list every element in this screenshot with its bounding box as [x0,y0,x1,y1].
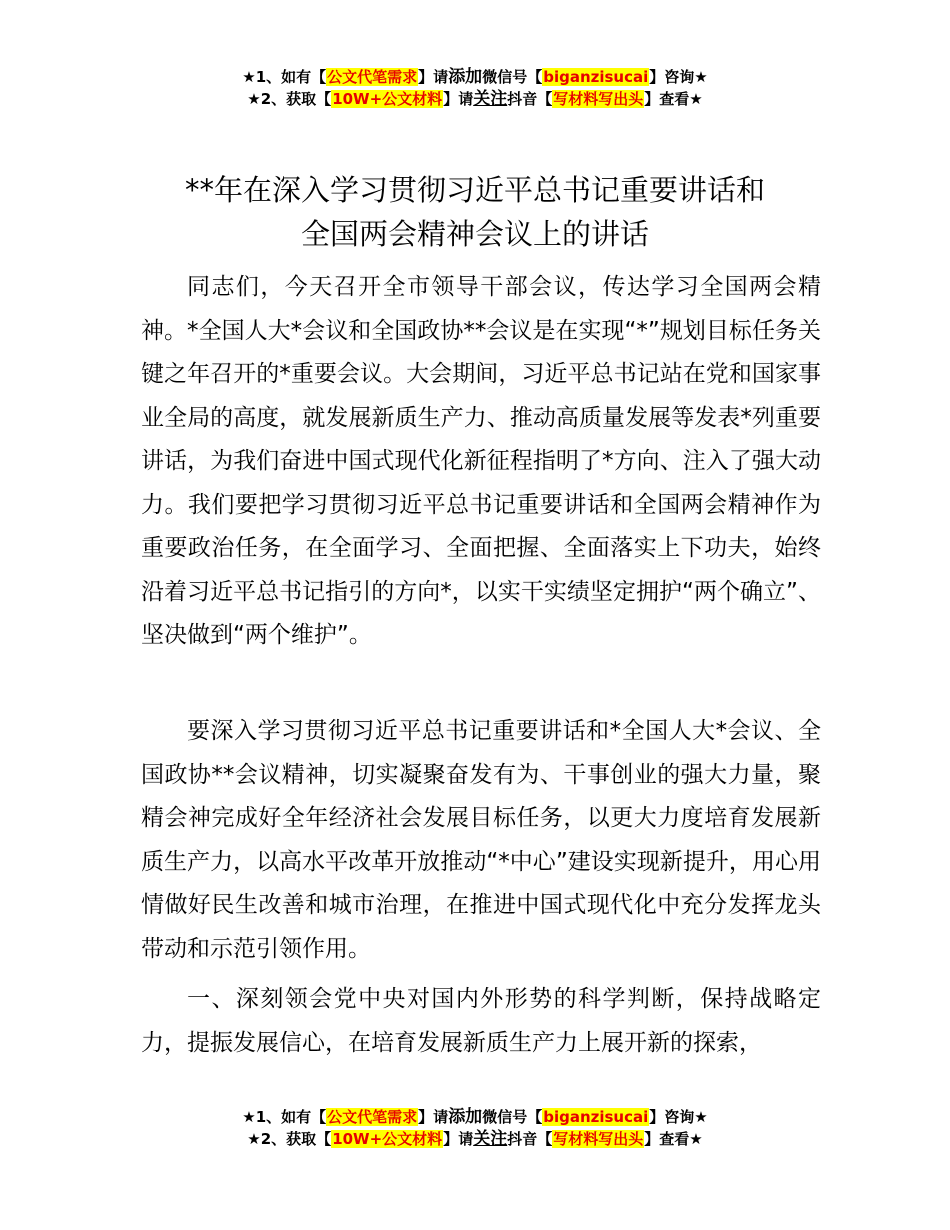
promo-text: 】查看★ [644,1130,703,1148]
document-title-line-2: 全国两会精神会议上的讲话 [300,217,649,251]
promo-text: 】请 [443,1130,474,1148]
promo-emphasis: 添加 [448,1107,483,1127]
body-paragraph: 要深入学习贯彻习近平总书记重要讲话和*全国人大*会议、全国政协**会议精神，切实凝聚奋发有为、干事创业的强大力量，聚精会神完成好全年经济社会发展目标任务，以更大力度培育发展新质生产力，以高水平改革开放推动“*中心”建设实现新提升，用心用情做好民生改善和城市治理，在推进中国式现代化中充分发挥龙头带动和示范引领作用。 [141,718,821,962]
promo-line-2 [0,88,950,110]
promo-text: 抖音【 [507,1130,553,1148]
section-heading-paragraph: 一、深刻领会党中央对国内外形势的科学判断，保持战略定力，提振发展信心，在培育发展新质生产力上展开新的探索， [141,986,821,1056]
promo-text: 】咨询★ [649,1108,708,1126]
document-title-line-1: **年在深入学习贯彻习近平总书记重要讲话和 [184,173,765,207]
promo-line-1 [0,66,950,88]
promo-highlight: 公文代笔需求 [327,68,418,86]
promo-text: 微信号【 [482,1108,543,1126]
footer-promo-banner [0,1106,950,1150]
promo-emphasis: 关注 [473,89,508,109]
header-promo-banner [0,66,950,110]
promo-text: 】查看★ [644,90,703,108]
promo-text: ★2、获取【 [247,90,332,108]
body-paragraph: 同志们，今天召开全市领导干部会议，传达学习全国两会精神。*全国人大*会议和全国政协**会议是在实现“*”规划目标任务关键之年召开的*重要会议。大会期间，习近平总书记站在党和国家事业全局的高度，就发展新质生产力、推动高质量发展等发表*列重要讲话，为我们奋进中国式现代化新征程指明了*方向、注入了强大动力。我们要把学习贯彻习近平总书记重要讲话和全国两会精神作为重要政治任务，在全面学习、全面把握、全面落实上下功夫，始终沿着习近平总书记指引的方向*，以实干实绩坚定拥护“两个确立”、坚决做到“两个维护”。 [141,274,821,648]
promo-highlight: 10W+公文材料 [332,1130,443,1148]
promo-line-2 [0,1128,950,1150]
promo-highlight: 写材料写出头 [553,1130,644,1148]
promo-line-1 [0,1106,950,1128]
promo-highlight: biganzisucai [543,68,649,86]
promo-text: ★1、如有【 [242,68,327,86]
promo-highlight: 10W+公文材料 [332,90,443,108]
promo-emphasis: 关注 [473,1129,508,1149]
promo-text: 】请 [418,1108,449,1126]
promo-text: 】咨询★ [649,68,708,86]
promo-highlight: biganzisucai [543,1108,649,1126]
promo-text: ★2、获取【 [247,1130,332,1148]
promo-text: 】请 [418,68,449,86]
promo-text: 微信号【 [482,68,543,86]
promo-text: 抖音【 [507,90,553,108]
promo-highlight: 写材料写出头 [553,90,644,108]
promo-text: ★1、如有【 [242,1108,327,1126]
promo-highlight: 公文代笔需求 [327,1108,418,1126]
promo-emphasis: 添加 [448,67,483,87]
promo-text: 】请 [443,90,474,108]
